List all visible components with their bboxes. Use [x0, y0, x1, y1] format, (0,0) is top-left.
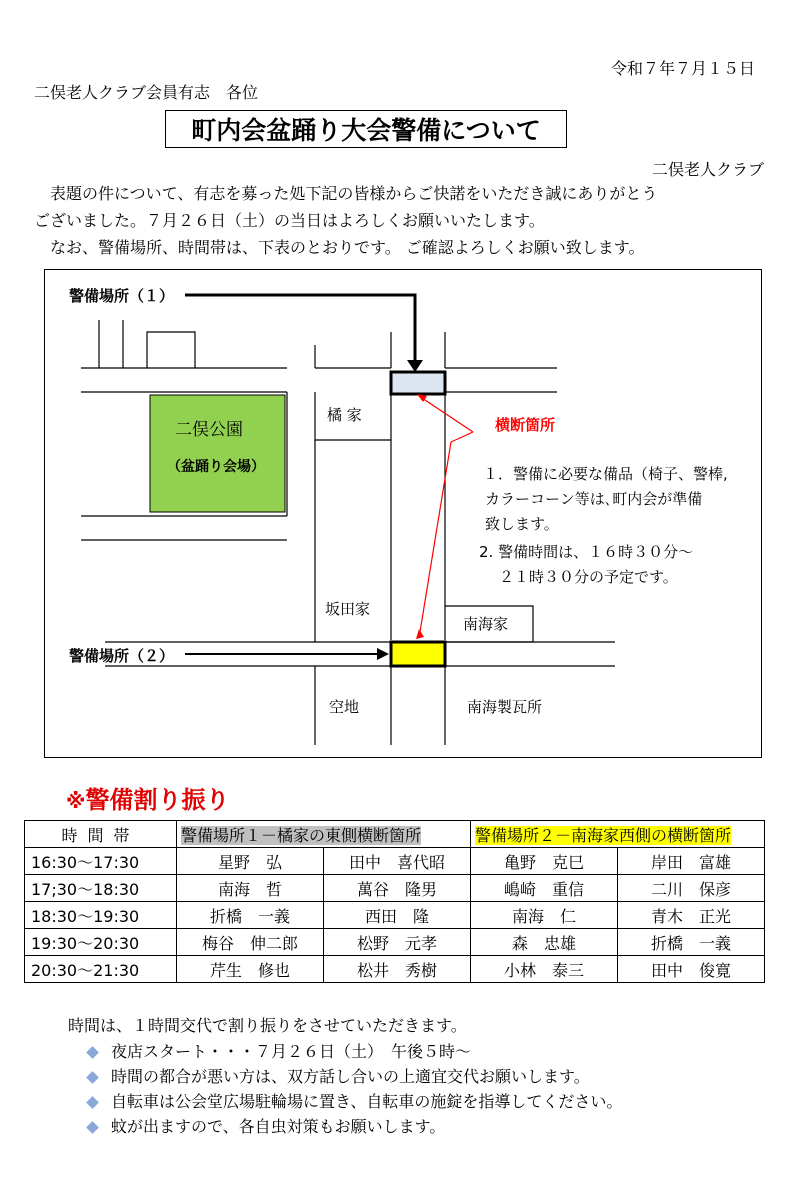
header-location-1-cell — [177, 821, 471, 848]
house-nankai: 南海家 — [463, 615, 509, 633]
diamond-bullet-icon — [86, 1071, 99, 1084]
addressee: 二俣老人クラブ会員有志 各位 — [34, 83, 259, 102]
park-name: 二俣公園 — [175, 420, 243, 440]
crossing-label: 横断箇所 — [495, 416, 556, 434]
list-item — [88, 1064, 590, 1087]
body-line-2: ございました。７月２６日（土）の当日はよろしくお願いいたします。 — [34, 211, 545, 230]
table-row — [25, 956, 765, 983]
guard-name: 亀野 克巳 — [471, 848, 618, 875]
guard-name: 折橋 一義 — [177, 902, 324, 929]
guard-name: 南海 仁 — [471, 902, 618, 929]
sender: 二俣老人クラブ — [652, 160, 765, 179]
vacant-lot: 空地 — [329, 698, 360, 716]
guard-name: 松野 元孝 — [324, 929, 471, 956]
list-item — [88, 1089, 622, 1112]
note-text: 時間の都合が悪い方は、双方話し合いの上適宜交代お願いします。 — [111, 1067, 590, 1086]
diamond-bullet-icon — [86, 1121, 99, 1134]
tile-factory: 南海製瓦所 — [467, 698, 543, 716]
list-item — [88, 1114, 445, 1137]
map-label-location-1: 警備場所（１） — [69, 287, 175, 305]
body-line-3: なお、警備場所、時間帯は、下表のとおりです。 ご確認よろしくお願い致します。 — [34, 238, 645, 257]
header-location-2: 警備場所２－南海家西側の横断箇所 — [475, 825, 732, 845]
allocation-heading — [66, 780, 229, 815]
house-sakata: 坂田家 — [325, 600, 371, 618]
diamond-bullet-icon — [86, 1096, 99, 1109]
guard-name: 青木 正光 — [618, 902, 765, 929]
house-tachibana: 橘 家 — [327, 406, 362, 424]
body-line-1: 表題の件について、有志を募った処下記の皆様からご快諾をいただき誠にありがとう — [34, 184, 658, 203]
guard-name: 二川 保彦 — [618, 875, 765, 902]
table-row — [25, 848, 765, 875]
time-slot: 17;30～18:30 — [25, 875, 177, 902]
map-note-1-line-2: カラーコーン等は､町内会が準備 — [485, 490, 703, 508]
map-note-1-line-1: １．警備に必要な備品（椅子、警棒, — [483, 465, 728, 483]
guard-name: 芹生 修也 — [177, 956, 324, 983]
table-row — [25, 875, 765, 902]
note-text: 夜店スタート・・・７月２６日（土） 午後５時～ — [111, 1042, 472, 1061]
note-text: 蚊が出ますので、各自虫対策もお願いします。 — [111, 1117, 446, 1136]
time-slot: 19:30～20:30 — [25, 929, 177, 956]
guard-name: 田中 喜代昭 — [324, 848, 471, 875]
diamond-bullet-icon — [86, 1046, 99, 1059]
guard-name: 星野 弘 — [177, 848, 324, 875]
guard-name: 岸田 富雄 — [618, 848, 765, 875]
table-header-row — [25, 821, 765, 848]
map-note-2-line-1: 2. 警備時間は、１６時３０分～ — [479, 543, 694, 561]
document-date: 令和７年７月１５日 — [611, 59, 756, 78]
guard-name: 嶋崎 重信 — [471, 875, 618, 902]
location-map — [44, 269, 762, 758]
park-subtitle: （盆踊り会場） — [167, 459, 265, 475]
header-time: 時間帯 — [25, 821, 177, 848]
guard-name: 西田 隆 — [324, 902, 471, 929]
map-label-location-2: 警備場所（２） — [69, 647, 175, 665]
notes-heading: 時間は、１時間交代で割り振りをさせていただきます。 — [68, 1016, 467, 1035]
time-slot: 18:30～19:30 — [25, 902, 177, 929]
header-location-2-cell — [471, 821, 765, 848]
guard-name: 梅谷 伸二郎 — [177, 929, 324, 956]
header-location-1: 警備場所１－橘家の東側横断箇所 — [181, 825, 422, 845]
guard-name: 田中 俊寛 — [618, 956, 765, 983]
guard-name: 森 忠雄 — [471, 929, 618, 956]
guard-name: 萬谷 隆男 — [324, 875, 471, 902]
map-drawing — [45, 270, 763, 759]
map-note-2-line-2: ２１時３０分の予定です。 — [499, 568, 678, 586]
guard-name: 松井 秀樹 — [324, 956, 471, 983]
table-row — [25, 929, 765, 956]
guard-name: 折橋 一義 — [618, 929, 765, 956]
schedule-table — [24, 820, 765, 983]
note-text: 自転車は公会堂広場駐輪場に置き、自転車の施錠を指導してください。 — [111, 1092, 623, 1111]
time-slot: 16:30～17:30 — [25, 848, 177, 875]
document-title: 町内会盆踊り大会警備について — [165, 110, 567, 148]
reference-mark: ※ — [66, 789, 86, 813]
list-item — [88, 1039, 471, 1062]
allocation-title: 警備割り振り — [85, 786, 230, 814]
map-note-1-line-3: 致します。 — [485, 515, 559, 533]
time-slot: 20:30～21:30 — [25, 956, 177, 983]
guard-name: 小林 泰三 — [471, 956, 618, 983]
table-row — [25, 902, 765, 929]
guard-name: 南海 哲 — [177, 875, 324, 902]
